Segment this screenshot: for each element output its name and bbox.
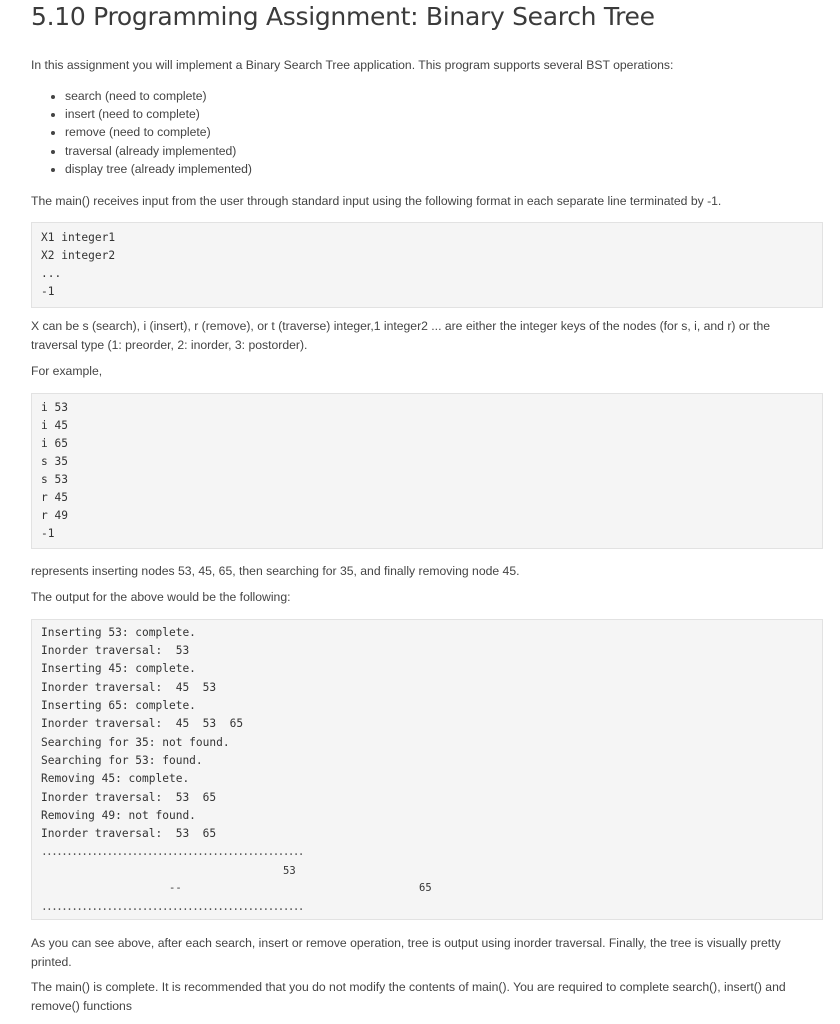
- code-line: X1 integer1: [41, 231, 116, 244]
- code-line: s 35: [41, 455, 68, 468]
- x-description: X can be s (search), i (insert), r (remove), or t (traverse) integer,1 integer2 ... are either the integer keys of the nodes (for s, i, and r) or the traversal type (1: preorder, 2: inorder, 3: postorder).: [31, 319, 771, 352]
- tree-left-node: --: [169, 882, 182, 894]
- code-line: i 53: [41, 401, 68, 414]
- output-line: Removing 49: not found.: [41, 809, 196, 822]
- intro-paragraph: In this assignment you will implement a Binary Search Tree application. This program supports several BST operations:: [31, 58, 674, 72]
- code-line: i 45: [41, 419, 68, 432]
- tree-dots-top: ....................................................: [41, 845, 303, 858]
- format-code-block: [31, 222, 823, 308]
- output-line: Inorder traversal: 53 65: [41, 791, 217, 804]
- list-item: • search (need to complete): [65, 87, 252, 105]
- list-item: • remove (need to complete): [65, 123, 252, 141]
- code-line: X2 integer2: [41, 249, 116, 262]
- code-line: ...: [41, 267, 62, 280]
- tree-root-node: 53: [283, 865, 296, 877]
- after-paragraph: As you can see above, after each search, insert or remove operation, tree is output using inorder traversal. Finally, the tree is visually pretty printed.: [31, 936, 781, 969]
- output-line: Searching for 35: not found.: [41, 736, 230, 749]
- output-line: Inserting 53: complete.: [41, 626, 196, 639]
- code-line: -1: [41, 285, 55, 298]
- code-line: s 53: [41, 473, 68, 486]
- represents-paragraph: represents inserting nodes 53, 45, 65, then searching for 35, and finally removing node 45.: [31, 564, 520, 578]
- output-line: Removing 45: complete.: [41, 772, 190, 785]
- for-example-label: For example,: [31, 364, 103, 378]
- example-code-block: [31, 393, 823, 549]
- code-line: i 65: [41, 437, 68, 450]
- output-line: Searching for 53: found.: [41, 754, 203, 767]
- tree-dots-bottom: ....................................................: [41, 900, 303, 913]
- list-item: • traversal (already implemented): [65, 142, 252, 160]
- tree-right-node: 65: [419, 882, 432, 894]
- output-line: Inorder traversal: 53 65: [41, 827, 217, 840]
- output-line: Inorder traversal: 45 53: [41, 681, 217, 694]
- main-complete-paragraph: The main() is complete. It is recommended that you do not modify the contents of main(). You are required to complete search(), insert() and remove() functions: [31, 980, 786, 1013]
- main-description: The main() receives input from the user through standard input using the following format in each separate line terminated by -1.: [31, 194, 722, 208]
- code-line: r 49: [41, 509, 68, 522]
- output-line: Inorder traversal: 53: [41, 644, 190, 657]
- code-line: -1: [41, 527, 55, 540]
- output-line: Inserting 65: complete.: [41, 699, 196, 712]
- output-line: Inorder traversal: 45 53 65: [41, 717, 244, 730]
- list-item: • display tree (already implemented): [65, 160, 252, 178]
- output-line: Inserting 45: complete.: [41, 662, 196, 675]
- operations-list: [33, 87, 252, 178]
- list-item: • insert (need to complete): [65, 105, 252, 123]
- output-code-block: [31, 619, 823, 920]
- page-title: 5.10 Programming Assignment: Binary Search Tree: [31, 2, 655, 31]
- output-intro: The output for the above would be the following:: [31, 590, 291, 604]
- code-line: r 45: [41, 491, 68, 504]
